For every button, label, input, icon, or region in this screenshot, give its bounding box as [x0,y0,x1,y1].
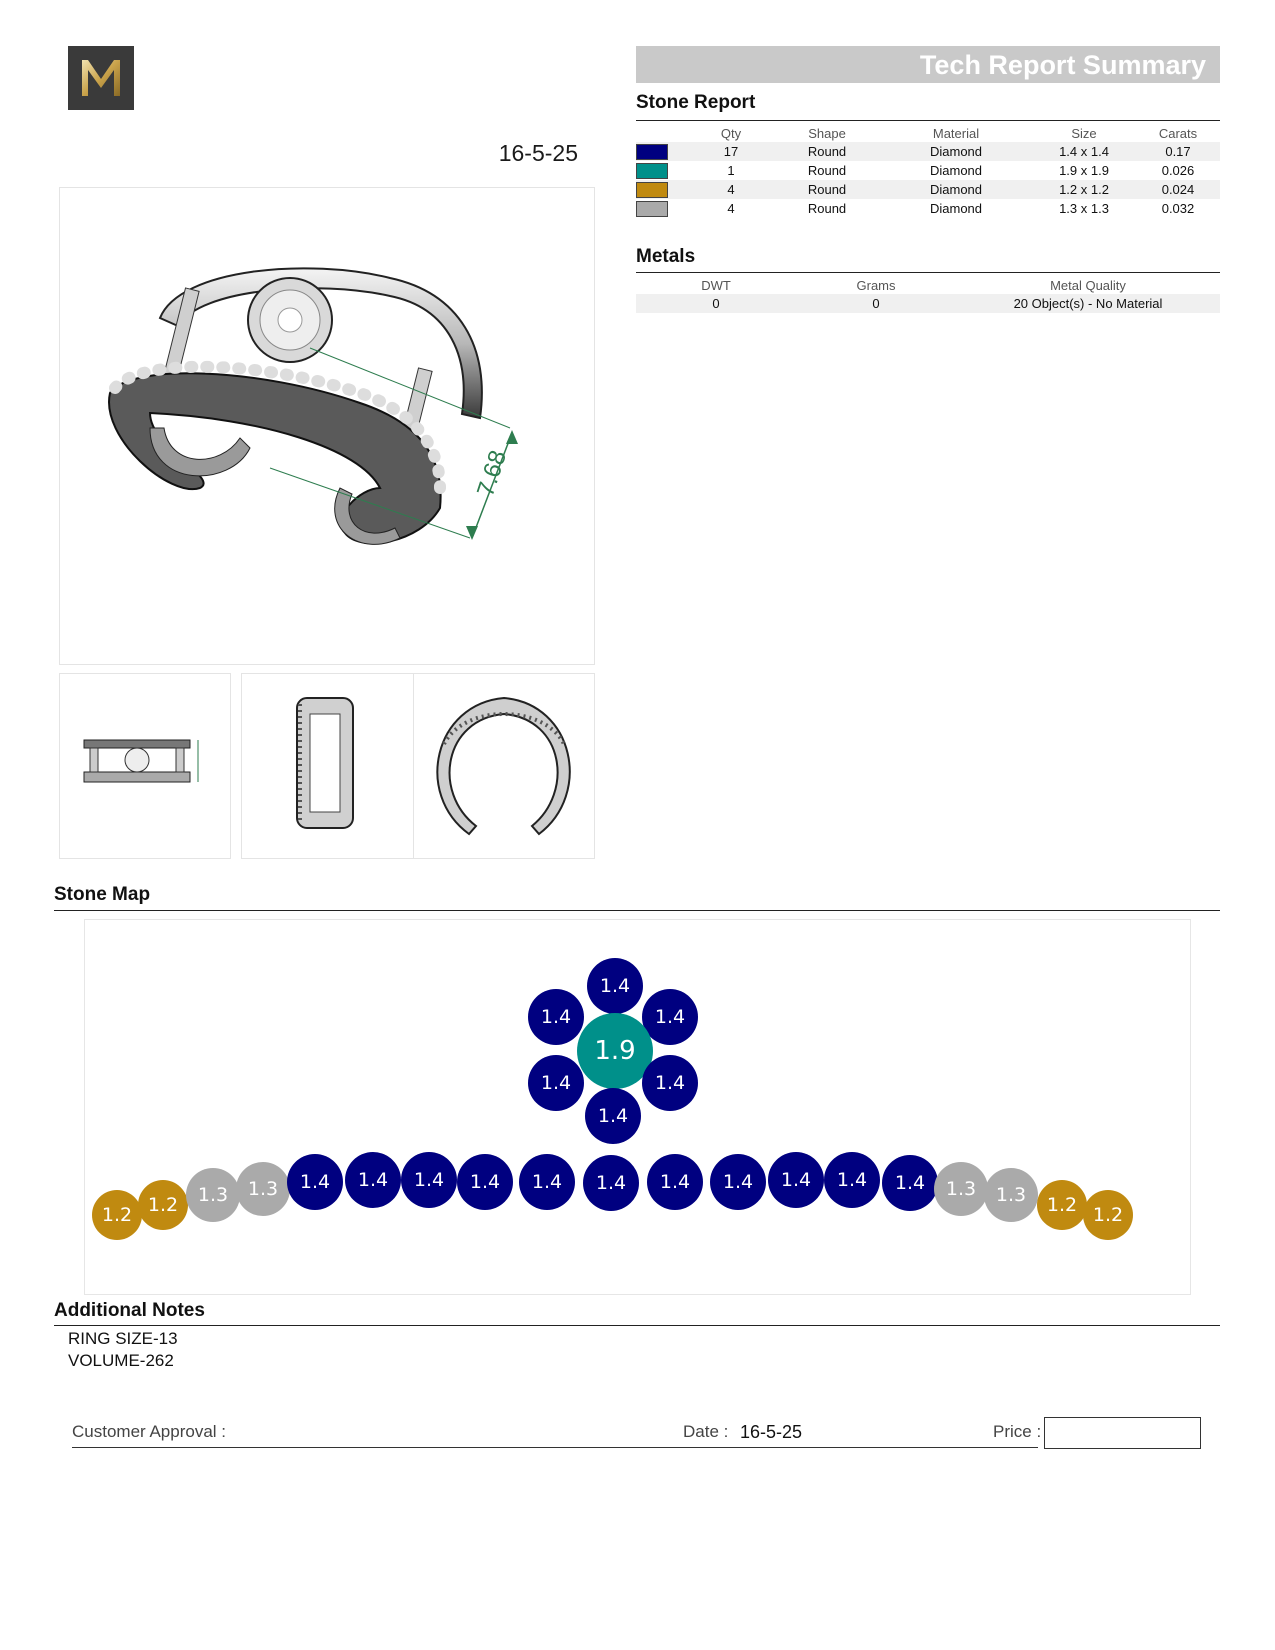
note-line: VOLUME-262 [68,1351,174,1370]
material-header: Material [932,125,980,141]
stone-map-rule [54,910,1220,911]
size-cell: 1.4 x 1.4 [1032,142,1136,161]
report-title: Tech Report Summary [919,50,1206,80]
shape-cell: Round [807,201,847,216]
ring-side-view [241,673,414,859]
tech-report-header [636,46,1220,83]
carats-cell: 0.026 [1161,163,1195,178]
stone-marker: 1.2 [1037,1180,1087,1230]
stone-marker: 1.3 [934,1162,988,1216]
metals-table [636,276,1220,313]
qty-cell: 1 [727,163,735,178]
date-value: 16-5-25 [740,1422,803,1442]
stone-marker: 1.4 [287,1154,343,1210]
carats-cell: 0.17 [1136,142,1220,161]
table-row [636,294,1220,313]
stone-marker: 1.4 [587,958,643,1014]
color-swatch [636,144,668,160]
note-line: RING SIZE-13 [68,1329,178,1348]
approval-line [72,1447,1038,1448]
table-row [636,199,1220,218]
metals-title: Metals [636,246,696,267]
additional-notes [68,1328,178,1372]
ring-dimension-label: 7.68 [472,447,513,500]
size-cell: 1.3 x 1.3 [1059,201,1109,216]
stone-marker: 1.4 [642,1055,698,1111]
price-label: Price : [993,1422,1042,1441]
grams-cell: 0 [796,294,956,313]
shape-cell: Round [774,180,880,199]
company-logo [68,46,134,110]
shape-header: Shape [808,125,846,141]
stone-marker: 1.4 [519,1154,575,1210]
material-cell: Diamond [880,180,1032,199]
stone-marker: 1.4 [710,1154,766,1210]
metal-quality-cell: 20 Object(s) - No Material [956,294,1220,313]
carats-cell: 0.032 [1161,201,1195,216]
metals-table-header [636,276,1220,294]
stone-marker: 1.2 [1083,1190,1133,1240]
qty-cell: 4 [727,201,735,216]
stone-marker: 1.4 [768,1152,824,1208]
ring-side-icon [242,674,413,858]
stone-marker: 1.2 [138,1180,188,1230]
carats-cell: 0.024 [1136,180,1220,199]
stone-marker: 1.4 [528,989,584,1045]
stone-marker: 1.4 [647,1154,703,1210]
stone-marker: 1.4 [642,989,698,1045]
qty-header: Qty [720,125,742,141]
stone-marker: 1.4 [457,1154,513,1210]
logo-m-icon [68,46,134,110]
stone-map-title: Stone Map [54,884,151,905]
stone-marker: 1.3 [984,1168,1038,1222]
dwt-cell: 0 [636,294,796,313]
additional-notes-rule [54,1325,1220,1326]
table-row [636,161,1220,180]
stone-marker: 1.4 [528,1055,584,1111]
ring-top-view [413,673,595,859]
qty-cell: 4 [688,180,774,199]
size-cell: 1.9 x 1.9 [1059,163,1109,178]
stone-marker: 1.4 [401,1152,457,1208]
qty-cell: 17 [688,142,774,161]
price-field[interactable] [1044,1417,1201,1449]
ring-front-view [59,673,231,859]
shape-cell: Round [807,163,847,178]
stone-marker: 1.4 [824,1152,880,1208]
material-cell: Diamond [929,163,983,178]
stone-table-header [636,124,1220,142]
ring-top-icon [414,674,594,858]
size-cell: 1.2 x 1.2 [1032,180,1136,199]
color-swatch [636,163,668,179]
metals-rule [636,272,1220,273]
stone-marker: 1.9 [577,1013,653,1089]
material-cell: Diamond [880,142,1032,161]
stone-marker: 1.4 [882,1155,938,1211]
shape-cell: Round [774,142,880,161]
stone-marker: 1.4 [345,1152,401,1208]
stone-marker: 1.3 [186,1168,240,1222]
size-header: Size [1071,125,1097,141]
date-label: Date : [683,1422,729,1441]
grams-header: Grams [856,277,896,293]
stone-marker: 1.4 [585,1088,641,1144]
stone-report-rule [636,120,1220,121]
stone-report-title: Stone Report [636,92,756,113]
table-row [636,180,1220,199]
ring-render-icon [60,188,594,664]
order-id: 16-5-25 [498,140,578,166]
material-cell: Diamond [929,201,983,216]
dwt-header: DWT [701,277,731,293]
stone-marker: 1.2 [92,1190,142,1240]
additional-notes-title: Additional Notes [54,1300,205,1321]
table-row [636,142,1220,161]
color-swatch [636,182,668,198]
carats-header: Carats [1158,125,1198,141]
stone-marker: 1.4 [583,1155,639,1211]
metal-quality-header: Metal Quality [1050,277,1126,293]
customer-approval-label: Customer Approval : [72,1422,227,1441]
ring-front-icon [60,674,230,858]
ring-main-view [59,187,595,665]
stone-report-table [636,124,1220,218]
stone-map [84,919,1191,1295]
stone-marker: 1.3 [236,1162,290,1216]
color-swatch [636,201,668,217]
color-header [636,124,688,142]
